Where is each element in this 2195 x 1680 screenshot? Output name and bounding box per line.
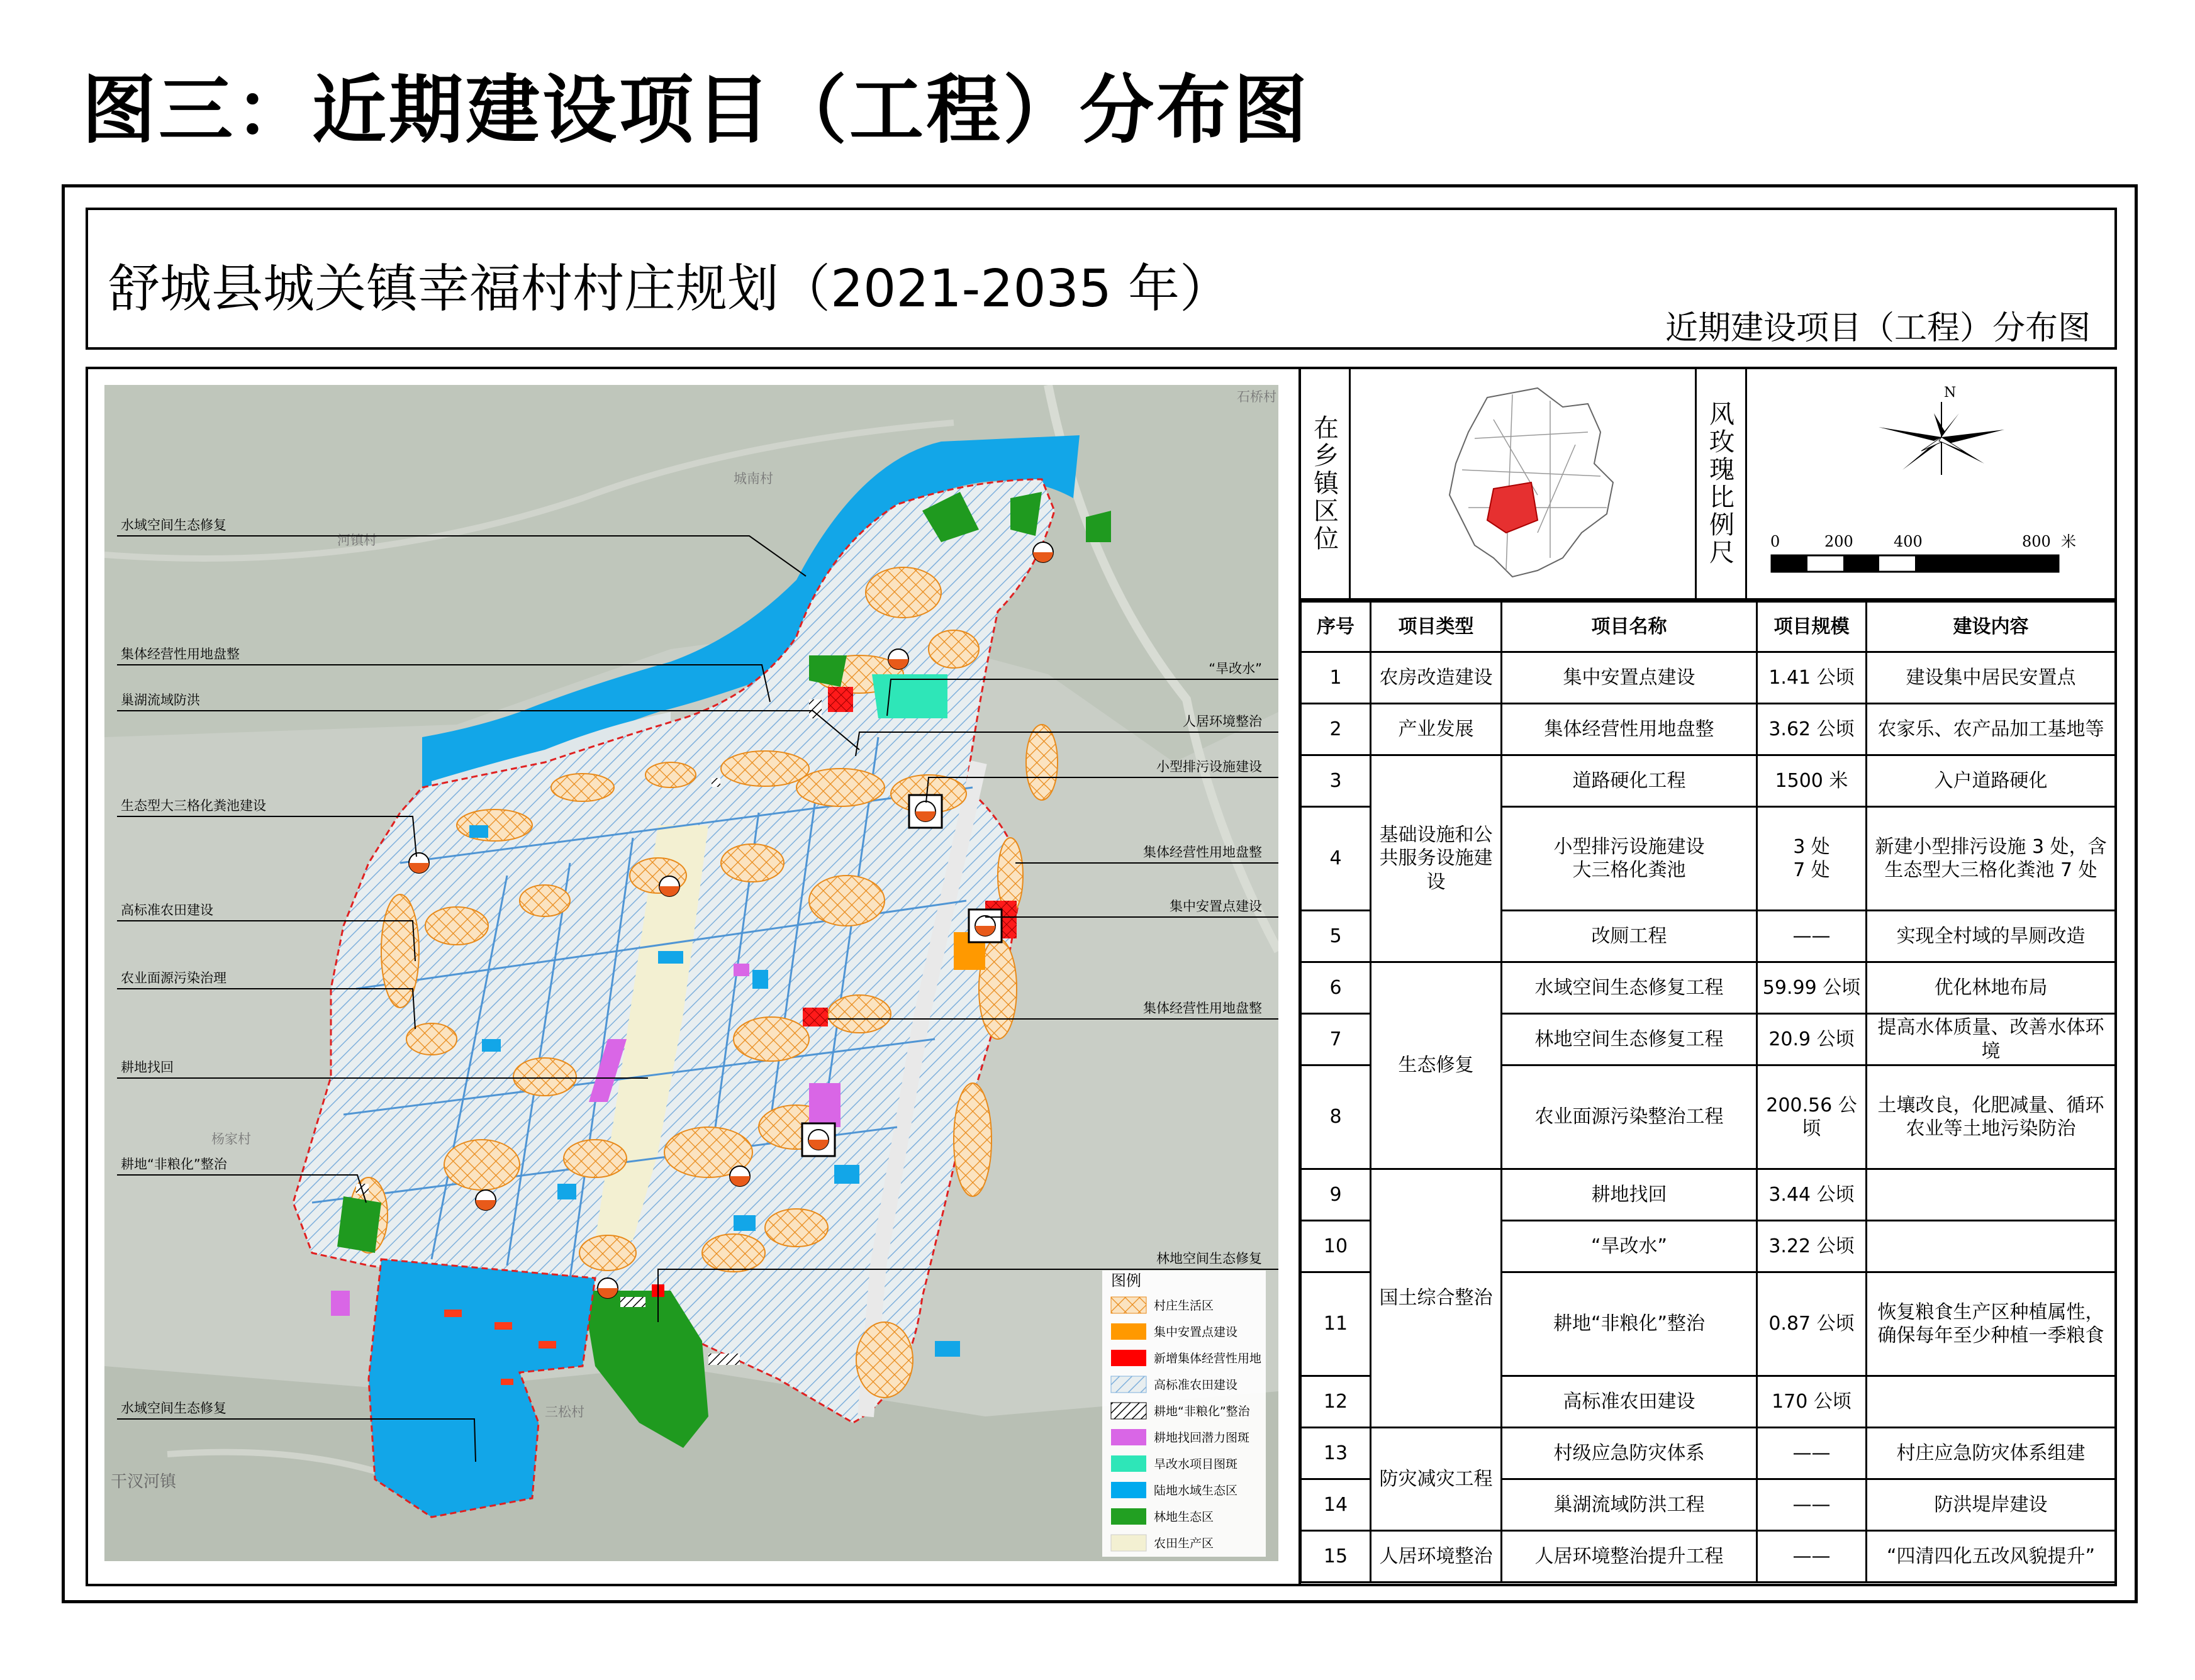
callout-resettlement: 集中安置点建设 bbox=[1170, 899, 1262, 914]
callout-water-restore-2: 水域空间生态修复 bbox=[121, 1401, 226, 1416]
table-row: 8 农业面源污染整治工程 200.56 公顷 土壤改良，化肥减量、循环农业等土地污染防治 bbox=[1301, 1065, 2116, 1169]
scale-tick-0: 0 bbox=[1770, 533, 1780, 550]
place-chengnan: 城南村 bbox=[734, 471, 773, 486]
table-row: 14 巢湖流域防洪工程 —— 防洪堤岸建设 bbox=[1301, 1479, 2116, 1531]
rose-label-cell bbox=[1695, 369, 1747, 598]
callout-non-grain: 耕地“非粮化”整治 bbox=[121, 1157, 227, 1172]
legend-item-1: 集中安置点建设 bbox=[1154, 1325, 1238, 1339]
callout-collective-land-3: 集体经营性用地盘整 bbox=[1143, 1001, 1262, 1016]
callout-forest-restore: 林地空间生态修复 bbox=[1156, 1251, 1262, 1266]
wind-rose-and-scale bbox=[1745, 369, 2114, 598]
table-row: 7 林地空间生态修复工程 20.9 公顷 提高水体质量、改善水体环境 bbox=[1301, 1014, 2116, 1065]
callout-water-restore-1: 水域空间生态修复 bbox=[121, 518, 226, 533]
legend-item-9: 农田生产区 bbox=[1154, 1537, 1214, 1550]
map-panel[interactable] bbox=[104, 385, 1278, 1561]
legend-title: 图例 bbox=[1111, 1272, 1141, 1289]
callout-living-env: 人居环境整治 bbox=[1183, 714, 1262, 729]
place-hezhen: 河镇村 bbox=[337, 533, 377, 548]
project-table-wrap bbox=[1300, 601, 2114, 1583]
township-outline-svg bbox=[1349, 369, 1695, 598]
legend-item-8: 林地生态区 bbox=[1154, 1510, 1214, 1524]
callout-septic-tank: 生态型大三格化粪池建设 bbox=[121, 798, 266, 813]
header-no: 序号 bbox=[1301, 602, 1371, 652]
table-row: 2 产业发展 集体经营性用地盘整 3.62 公顷 农家乐、农产品加工基地等 bbox=[1301, 704, 2116, 755]
legend-item-4: 耕地“非粮化”整治 bbox=[1154, 1405, 1250, 1418]
table-row: 6 生态修复 水域空间生态修复工程 59.99 公顷 优化林地布局 bbox=[1301, 962, 2116, 1014]
table-row: 11 耕地“非粮化”整治 0.87 公顷 恢复粮食生产区种植属性，确保每年至少种植一季粮食 bbox=[1301, 1272, 2116, 1376]
north-marker: N bbox=[1944, 385, 1957, 401]
wind-rose-svg bbox=[1745, 369, 2114, 598]
callout-flood-control: 巢湖流域防洪 bbox=[121, 693, 200, 708]
callout-farmland: 高标准农田建设 bbox=[121, 903, 213, 918]
table-row: 12 高标准农田建设 170 公顷 bbox=[1301, 1376, 2116, 1428]
village-map[interactable] bbox=[104, 385, 1278, 1561]
rose-label: 风玫瑰比例尺 bbox=[1705, 401, 1734, 567]
header-scale: 项目规模 bbox=[1757, 602, 1867, 652]
plan-title: 舒城县城关镇幸福村村庄规划（2021-2035 年） bbox=[108, 259, 1232, 319]
scale-tick-400: 400 bbox=[1894, 533, 1923, 550]
legend-item-2: 新增集体经营性用地 bbox=[1154, 1352, 1262, 1366]
dry-to-paddy-patch bbox=[872, 674, 947, 718]
place-shiqiao: 石桥村 bbox=[1237, 389, 1276, 404]
township-locator-map bbox=[1349, 369, 1697, 598]
legend-item-5: 耕地找回潜力图斑 bbox=[1154, 1431, 1250, 1445]
map-legend bbox=[1102, 1271, 1266, 1557]
table-row: 1 农房改造建设 集中安置点建设 1.41 公顷 建设集中居民安置点 bbox=[1301, 652, 2116, 704]
place-sansong: 三松村 bbox=[545, 1405, 584, 1420]
place-yangjia: 杨家村 bbox=[211, 1132, 251, 1147]
title-box bbox=[86, 208, 2117, 350]
scale-tick-200: 200 bbox=[1824, 533, 1853, 550]
scale-tick-800: 800 bbox=[2022, 533, 2051, 550]
callout-pollution: 农业面源污染治理 bbox=[121, 971, 226, 986]
table-row: 10 “旱改水” 3.22 公顷 bbox=[1301, 1221, 2116, 1272]
callout-dry-to-paddy: “旱改水” bbox=[1209, 661, 1262, 676]
table-row: 3 基础设施和公共服务设施建设 道路硬化工程 1500 米 入户道路硬化 bbox=[1301, 755, 2116, 807]
table-row: 9 国土综合整治 耕地找回 3.44 公顷 bbox=[1301, 1169, 2116, 1221]
plan-subtitle: 近期建设项目（工程）分布图 bbox=[1665, 309, 2091, 347]
table-row: 15 人居环境整治 人居环境整治提升工程 —— “四清四化五改风貌提升” bbox=[1301, 1531, 2116, 1583]
header-content: 建设内容 bbox=[1867, 602, 2116, 652]
header-name: 项目名称 bbox=[1502, 602, 1757, 652]
legend-item-6: 旱改水项目图斑 bbox=[1154, 1457, 1238, 1471]
callout-land-recovery: 耕地找回 bbox=[121, 1060, 174, 1075]
callout-collective-land-1: 集体经营性用地盘整 bbox=[121, 647, 240, 662]
legend-item-7: 陆地水域生态区 bbox=[1154, 1484, 1238, 1498]
table-header-row bbox=[1301, 602, 2116, 652]
project-table bbox=[1300, 601, 2116, 1583]
legend-item-0: 村庄生活区 bbox=[1154, 1299, 1214, 1313]
page-heading: 图三：近期建设项目（工程）分布图 bbox=[82, 67, 1310, 153]
callout-sewage: 小型排污设施建设 bbox=[1156, 759, 1262, 774]
locator-panel bbox=[1300, 369, 2114, 601]
scale-unit: 米 bbox=[2061, 533, 2076, 550]
table-row: 13 防灾减灾工程 村级应急防灾体系 —— 村庄应急防灾体系组建 bbox=[1301, 1428, 2116, 1479]
table-row: 5 改厕工程 —— 实现全村域的旱厕改造 bbox=[1301, 911, 2116, 962]
locator-label-cell bbox=[1300, 369, 1351, 598]
place-ganchahe: 干汊河镇 bbox=[111, 1472, 177, 1491]
header-type: 项目类型 bbox=[1371, 602, 1502, 652]
legend-item-3: 高标准农田建设 bbox=[1154, 1378, 1238, 1392]
locator-label: 在乡镇区位 bbox=[1309, 414, 1339, 553]
callout-collective-land-2: 集体经营性用地盘整 bbox=[1143, 845, 1262, 860]
table-row: 4 小型排污设施建设 大三格化粪池 3 处 7 处 新建小型排污设施 3 处，含生态型大三格化粪池 7 处 bbox=[1301, 807, 2116, 911]
